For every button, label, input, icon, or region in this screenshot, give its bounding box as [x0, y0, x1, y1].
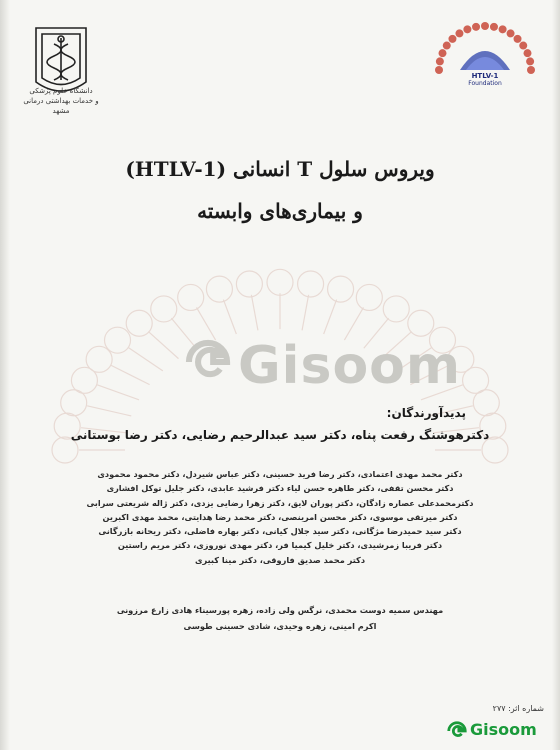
university-caption-line1: دانشگاه علوم پزشکی	[29, 87, 93, 95]
collaborators-line: دکترمحمدعلی عصاره زادگان، دکتر پوران لایق، دکتر زهرا رضایی یزدی، دکتر ژاله شریعتی سرابی	[86, 497, 474, 508]
watermark-cell	[383, 296, 409, 322]
htlv-foundation-logo	[430, 14, 540, 96]
print-number: شماره اثر: ۲۷۷	[492, 704, 544, 713]
collaborators-line: دکتر محسن تقفی، دکتر طاهره حسن لیاء دکتر فرشید عابدی، دکتر جلیل توکل افشاری	[106, 483, 454, 494]
watermark-spoke	[87, 406, 131, 416]
logo-bead	[523, 49, 531, 57]
gisoom-footer-logo[interactable]	[446, 718, 550, 746]
watermark-cell	[86, 346, 112, 372]
logo-bead	[519, 42, 527, 50]
collaborators-line: دکتر میرتقی موسوی، دکتر محسن امرینصی، دکتر محمد رضا هدایتی، محمد مهدی اکبرین	[102, 511, 458, 522]
gisoom-watermark	[176, 330, 462, 400]
university-caption	[18, 86, 104, 116]
logo-bead	[439, 49, 447, 57]
watermark-spoke	[251, 295, 258, 331]
watermark-spoke	[302, 295, 309, 331]
gisoom-watermark-text: Gisoom	[238, 336, 462, 396]
foundation-logo-text: HTLV-1 Foundation	[468, 72, 502, 87]
collaborators-line: دکتر محمد صدیق فاروقی، دکتر مینا کبیری	[194, 554, 366, 565]
collaborators-line: دکتر فریبا زمرشیدی، دکتر خلیل کیمیا فر، دکتر مهدی نوروزی، دکتر مریم راستین	[117, 540, 443, 551]
gisoom-watermark-icon	[182, 336, 234, 388]
watermark-cell	[105, 327, 131, 353]
watermark-cell	[178, 284, 204, 310]
logo-bead	[526, 57, 534, 65]
watermark-spoke	[97, 385, 139, 400]
watermark-spoke	[324, 300, 337, 334]
engineers-line: اکرم امینی، زهره وحیدی، شادی حسینی طوسی	[183, 621, 377, 631]
university-caption-line2: و خدمات بهداشتی درمانی	[23, 97, 99, 105]
book-title-line1: ویروس سلول T انسانی (HTLV-1)	[125, 157, 435, 181]
watermark-cell	[408, 310, 434, 336]
watermark-spoke	[148, 332, 178, 359]
collaborators-list	[30, 467, 530, 567]
watermark-cell	[206, 276, 232, 302]
collaborators-line: دکتر محمد مهدی اعتمادی، دکتر رضا فرید حسینی، دکتر عباس شیردل، دکتر محمود محمودی	[97, 469, 463, 479]
logo-bead	[490, 23, 498, 31]
logo-bead	[448, 35, 456, 43]
watermark-cell	[473, 390, 499, 416]
main-authors: دکترهوشنگ رفعت پناه، دکتر سید عبدالرحیم رضایی، دکتر رضا بوستانی	[70, 428, 490, 442]
engineers-line: مهندس سمیه دوست محمدی، نرگس ولی زاده، زهره پورسیناء هادی زارع مرزونی	[116, 605, 444, 615]
book-title	[60, 148, 500, 232]
authors-label: پدیدآورندگان:	[386, 406, 466, 420]
watermark-spoke	[128, 347, 163, 370]
watermark-cell	[126, 310, 152, 336]
watermark-cell	[236, 271, 262, 297]
watermark-cell	[298, 271, 324, 297]
logo-bead	[436, 57, 444, 65]
engineers-list	[30, 602, 530, 634]
logo-bead	[455, 29, 463, 37]
book-title-line2: و بیماری‌های وابسته	[197, 199, 363, 223]
page-edge-right	[552, 0, 560, 750]
logo-bead	[463, 25, 471, 33]
watermark-cell	[151, 296, 177, 322]
logo-bead	[514, 35, 522, 43]
watermark-cell	[267, 269, 293, 295]
watermark-spoke	[111, 365, 150, 384]
watermark-spoke	[223, 300, 236, 334]
logo-bead	[481, 22, 489, 30]
watermark-cell	[356, 284, 382, 310]
university-caption-line3: مشهد	[52, 107, 70, 115]
collaborators-line: دکتر سید حمیدرضا مژگانی، دکتر سید جلال کیانی، دکتر بهاره فاضلی، دکتر ریحانه بازرگانی	[98, 526, 462, 537]
logo-bead	[499, 25, 507, 33]
page-edge-left	[0, 0, 10, 750]
gisoom-logo-icon	[446, 720, 468, 742]
gisoom-logo-text: Gisoom	[470, 720, 537, 739]
logo-bead	[507, 29, 515, 37]
logo-bead	[443, 42, 451, 50]
watermark-cell	[328, 276, 354, 302]
logo-bead	[472, 23, 480, 31]
